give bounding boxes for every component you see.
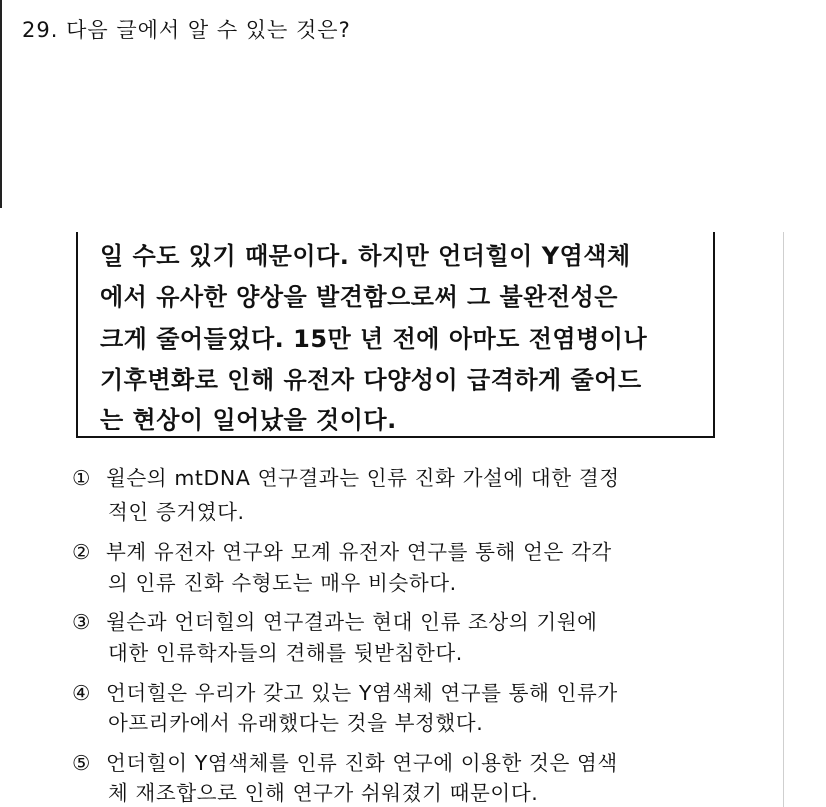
passage-box [76,232,715,438]
passage-line: 기후변화로 인해 유전자 다양성이 급격하게 줄어드 [100,366,642,394]
answer-choice-5[interactable] [72,746,618,776]
choice-text-continued: 적인 증거였다. [108,500,245,524]
passage-line: 일 수도 있기 때문이다. 하지만 언더힐이 Y염색체 [100,242,631,270]
answer-choice-3[interactable] [72,605,598,635]
choice-number: ③ [72,610,91,634]
choice-number: ① [72,466,91,490]
question-title: 29. 다음 글에서 알 수 있는 것은? [22,18,351,42]
choice-text: 부계 유전자 연구와 모계 유전자 연구를 통해 얻은 각각 [106,540,612,564]
answer-choice-4[interactable] [72,676,618,706]
left-margin-rule [0,0,2,208]
choice-text-continued: 의 인류 진화 수형도는 매우 비슷하다. [108,571,457,595]
choice-number: ④ [72,681,91,705]
passage-line: 는 현상이 일어났을 것이다. [100,406,397,434]
choice-text-continued: 아프리카에서 유래했다는 것을 부정했다. [108,711,484,735]
passage-line: 에서 유사한 양상을 발견함으로써 그 불완전성은 [100,283,618,311]
choice-text-continued: 체 재조합으로 인해 연구가 쉬워졌기 때문이다. [108,781,539,805]
choice-number: ⑤ [72,751,91,775]
choice-text-continued: 대한 인류학자들의 견해를 뒷받침한다. [108,641,463,665]
passage-line: 크게 줄어들었다. 15만 년 전에 아마도 전염병이나 [100,325,648,353]
choice-text: 윌슨의 mtDNA 연구결과는 인류 진화 가설에 대한 결정 [106,466,620,490]
choice-text: 언더힐이 Y염색체를 인류 진화 연구에 이용한 것은 염색 [106,751,618,775]
choice-text: 윌슨과 언더힐의 연구결과는 현대 인류 조상의 기원에 [106,610,598,634]
answer-choice-2[interactable] [72,535,612,565]
right-margin-rule [783,232,784,807]
answer-choice-1[interactable] [72,461,620,491]
choice-text: 언더힐은 우리가 갖고 있는 Y염색체 연구를 통해 인류가 [106,681,618,705]
choice-number: ② [72,540,91,564]
